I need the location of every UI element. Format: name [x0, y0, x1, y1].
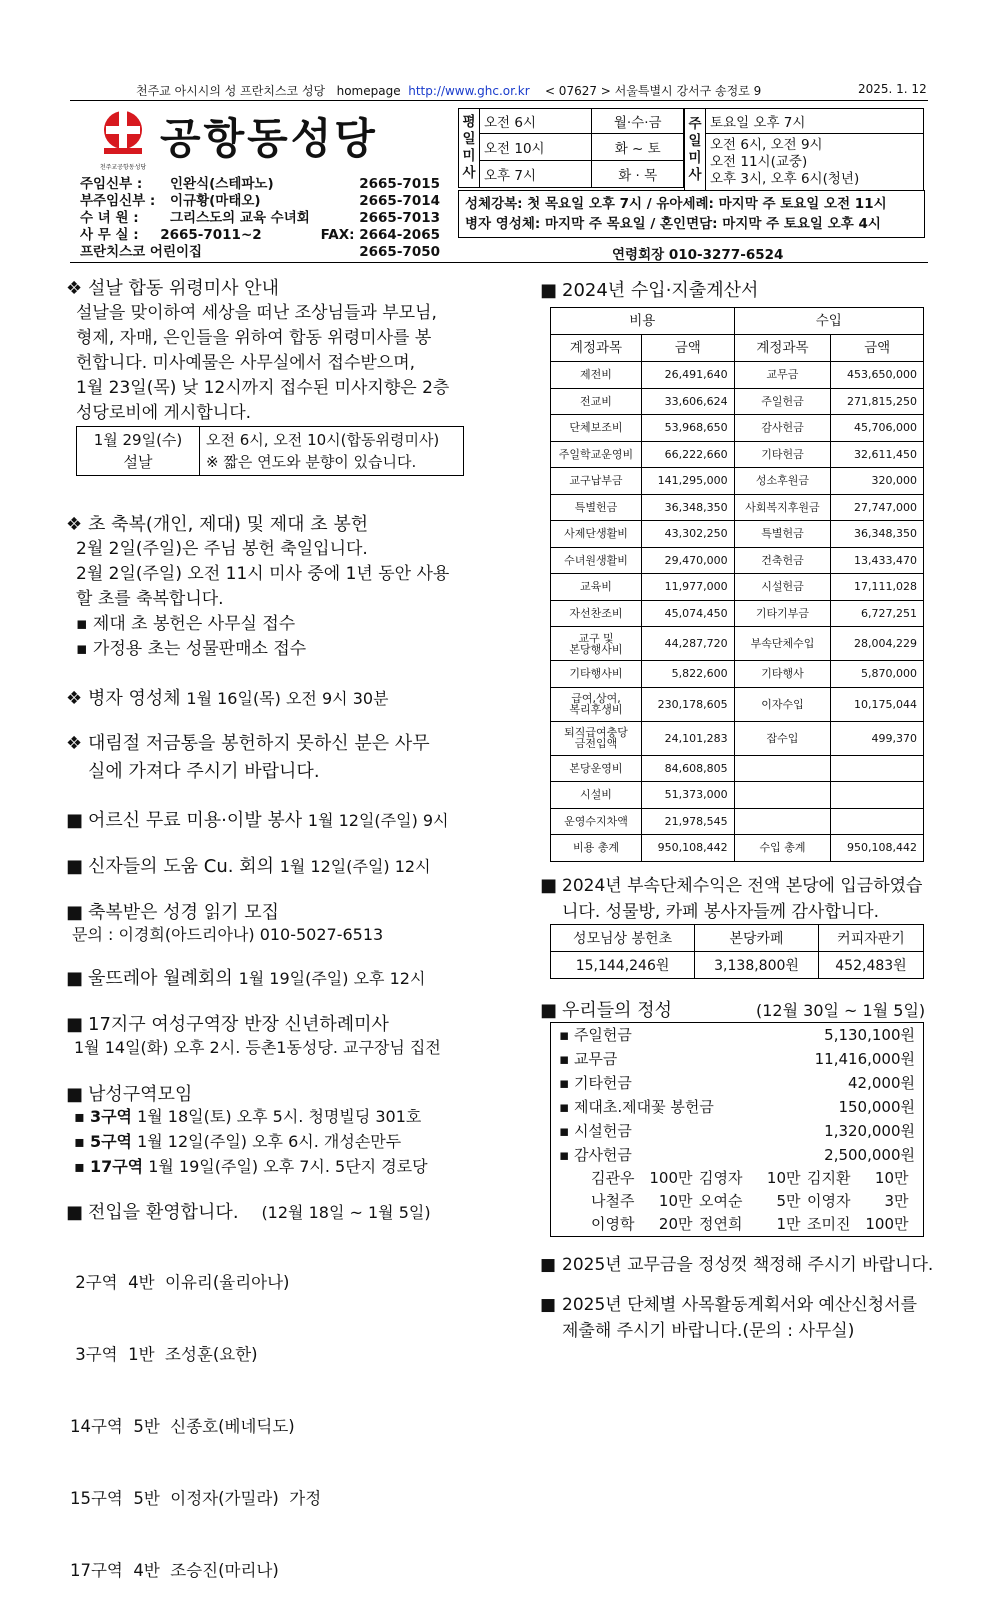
amount-cell: 5,822,600 — [642, 661, 735, 688]
table-row — [551, 521, 924, 548]
table-row — [551, 721, 924, 755]
section-finance: ■ 2024년 수입·지출계산서 — [540, 280, 759, 301]
list-item: ▪ 5구역 1월 12일(주일) 오후 6시. 개성손만두 — [74, 1132, 402, 1151]
amount-cell: 66,222,660 — [642, 441, 735, 468]
parish-full-name: 천주교 아시시의 성 프란치스코 성당 — [136, 84, 326, 98]
list-item: 3구역 1반 조성훈(요한) — [70, 1345, 258, 1364]
account-cell — [734, 808, 831, 835]
donor: 김지환 10만 — [807, 1169, 909, 1187]
memorial-mass-box: 1월 29일(수) 설날 오전 6시, 오전 10시(합동위령미사) ※ 짧은 연도와 분향이 있습니다. — [76, 426, 464, 476]
account-cell: 이자수입 — [734, 687, 831, 721]
account-cell: 시설헌금 — [734, 574, 831, 601]
amount-cell: 44,287,720 — [642, 627, 735, 661]
account-cell: 자선찬조비 — [551, 600, 642, 627]
section-mens-meeting: ■ 남성구역모임 — [66, 1084, 193, 1105]
diamond-bullet-icon: ❖ — [66, 278, 83, 299]
account-cell: 사제단생활비 — [551, 521, 642, 548]
account-cell: 주일학교운영비 — [551, 441, 642, 468]
welcome-list — [70, 1223, 321, 1607]
logo-caption: 천주교공항동성당 — [99, 164, 147, 171]
table-row — [551, 547, 924, 574]
account-cell: 본당운영비 — [551, 755, 642, 782]
note-tithe: ■ 2025년 교무금을 정성껏 책정해 주시기 바랍니다. — [540, 1255, 934, 1275]
account-cell: 시설비 — [551, 782, 642, 809]
amount-cell: 499,370 — [831, 721, 924, 755]
square-bullet-icon: ■ — [66, 1014, 84, 1035]
bible-reading-contact: 문의 : 이경희(아드리아나) 010-5027-6513 — [72, 925, 384, 944]
amount-cell: 950,108,442 — [831, 835, 924, 862]
district17-mass-detail: 1월 14일(화) 오후 2시. 등촌1동성당. 교구장님 집전 — [74, 1038, 441, 1057]
account-cell: 제전비 — [551, 362, 642, 389]
header-rule — [70, 100, 928, 101]
expense-header: 비용 — [551, 308, 735, 335]
header-bottom-rule — [70, 262, 928, 263]
account-cell: 수입 총계 — [734, 835, 831, 862]
amount-cell: 29,470,000 — [642, 547, 735, 574]
offering-row: ▪ 제대초.제대꽃 봉헌금 150,000원 — [559, 1098, 915, 1116]
square-bullet-icon: ■ — [66, 1202, 84, 1223]
list-item: ▪ 3구역 1월 18일(토) 오후 5시. 청명빌딩 301호 — [74, 1107, 422, 1126]
table-row — [551, 362, 924, 389]
section-bible-reading: ■ 축복받은 성경 읽기 모집 — [66, 902, 280, 923]
amount-cell — [831, 755, 924, 782]
account-cell: 잡수입 — [734, 721, 831, 755]
amount-cell: 21,978,545 — [642, 808, 735, 835]
offering-row: ▪ 시설헌금 1,320,000원 — [559, 1122, 915, 1140]
weekday-mass-label: 평 일 미 사 — [459, 109, 480, 188]
homepage-link[interactable]: http://www.ghc.or.kr — [408, 84, 530, 98]
account-cell: 특별헌금 — [734, 521, 831, 548]
account-cell: 교무금 — [734, 362, 831, 389]
section-subsidiary: ■ 2024년 부속단체수익은 전액 본당에 입금하였습 니다. 성물방, 카페 봉사자들께 감사합니다. — [540, 875, 923, 922]
account-cell: 기타행사 — [734, 661, 831, 688]
amount-cell: 51,373,000 — [642, 782, 735, 809]
amount-cell: 13,433,470 — [831, 547, 924, 574]
table-row — [551, 687, 924, 721]
church-logo — [98, 108, 148, 171]
square-bullet-icon: ■ — [66, 1084, 84, 1105]
amount-cell: 453,650,000 — [831, 362, 924, 389]
donor: 정연희 1만 — [699, 1215, 801, 1233]
sacrament-notice-box: 성체강복: 첫 목요일 오후 7시 / 유아세례: 마지막 주 토요일 오전 11시 병자 영성체: 마지막 주 목요일 / 혼인면담: 마지막 주 토요일 오후 4시 — [458, 190, 925, 238]
account-cell: 전교비 — [551, 388, 642, 415]
amount-cell: 26,491,640 — [642, 362, 735, 389]
table-row — [551, 808, 924, 835]
account-cell: 기타행사비 — [551, 661, 642, 688]
account-cell — [734, 755, 831, 782]
donor: 김영자 10만 — [699, 1169, 801, 1187]
amount-cell: 320,000 — [831, 468, 924, 495]
amount-cell: 32,611,450 — [831, 441, 924, 468]
section-advent-box: ❖ 대림절 저금통을 봉헌하지 못하신 분은 사무 실에 가져다 주시기 바랍니다. — [66, 730, 430, 786]
account-cell: 수녀원생활비 — [551, 547, 642, 574]
section-welcome: ■ 전입을 환영합니다. (12월 18일 ~ 1월 5일) — [66, 1202, 431, 1223]
table-row — [551, 782, 924, 809]
section-sick-communion: ❖ 병자 영성체 1월 16일(목) 오전 9시 30분 — [66, 688, 389, 709]
list-item: 14구역 5반 신종호(베네딕도) — [70, 1417, 295, 1436]
offering-row: ▪ 주일헌금 5,130,100원 — [559, 1026, 915, 1044]
square-bullet-icon: ■ — [66, 810, 84, 831]
diamond-bullet-icon: ❖ — [66, 688, 83, 709]
account-cell: 성소후원금 — [734, 468, 831, 495]
account-cell: 기타기부금 — [734, 600, 831, 627]
postal-code: < 07627 > — [544, 84, 611, 98]
amount-cell: 141,295,000 — [642, 468, 735, 495]
amount-cell: 6,727,251 — [831, 600, 924, 627]
church-title: 공항동성당 — [160, 114, 378, 163]
amount-cell: 36,348,350 — [642, 494, 735, 521]
square-bullet-icon: ■ — [540, 875, 558, 896]
list-item: 2구역 4반 이유리(율리아나) — [70, 1273, 290, 1292]
donor: 김관우 100만 — [591, 1169, 693, 1187]
account-cell: 교구 및 본당행사비 — [551, 627, 642, 661]
offering-row: ▪ 기타헌금 42,000원 — [559, 1074, 915, 1092]
amount-cell: 43,302,250 — [642, 521, 735, 548]
list-item: 15구역 5반 이정자(가밀라) 가정 — [70, 1489, 322, 1508]
amount-cell: 950,108,442 — [642, 835, 735, 862]
amount-cell: 45,074,450 — [642, 600, 735, 627]
table-row — [551, 494, 924, 521]
offerings-period: (12월 30일 ~ 1월 5일) — [756, 1001, 926, 1020]
account-cell: 급여,상여, 복리후생비 — [551, 687, 642, 721]
donor-grid — [551, 1167, 923, 1236]
list-item: 17구역 4반 조승진(마리나) — [70, 1561, 279, 1580]
amount-cell — [831, 808, 924, 835]
account-cell: 사회복지후원금 — [734, 494, 831, 521]
section-lunar-new-year: ❖ 설날 합동 위령미사 안내 — [66, 278, 280, 299]
amount-cell — [831, 782, 924, 809]
candle-blessing-text: 2월 2일(주일)은 주님 봉헌 축일입니다. 2월 2일(주일) 오전 11시 미사 중에 1년 동안 사용 할 초를 축복합니다. ▪ 제대 초 봉헌은 사무실 접수 ▪ 가정용 초는 성물판매소 접수 — [76, 539, 450, 659]
table-row — [551, 574, 924, 601]
staff-list — [80, 176, 440, 261]
section-ultreya: ■ 울뜨레아 월례회의 1월 19일(주일) 오후 12시 — [66, 968, 426, 989]
donor: 조미진 100만 — [807, 1215, 909, 1233]
offerings-box — [550, 1022, 924, 1237]
section-cu-meeting: ■ 신자들의 도움 Cu. 회의 1월 12일(주일) 12시 — [66, 856, 431, 877]
table-row — [551, 600, 924, 627]
subsidiary-table: 성모님상 봉헌초 본당카페 커피자판기 15,144,246원 3,138,800원 452,483원 — [550, 924, 924, 979]
table-row — [551, 835, 924, 862]
staff-row: 수 녀 원 : 그리스도의 교육 수녀회 2665-7013 — [80, 210, 440, 226]
account-cell: 퇴직급여충당 금전입액 — [551, 721, 642, 755]
sunday-mass-table: 주 일 미 사 토요일 오후 7시 오전 6시, 오전 9시 오전 11시(교중) 오후 3시, 오후 6시(청년) — [684, 108, 924, 191]
amount-cell: 17,111,028 — [831, 574, 924, 601]
lunar-new-year-text: 설날을 맞이하여 세상을 떠난 조상님들과 부모님, 형제, 자매, 은인들을 위하여 합동 위령미사를 봉 헌합니다. 미사예물은 사무실에서 접수받으며, 1월 23일(목) 낮 12시까지 접수된 미사지향은 2층 성당로비에 게시합니다. — [76, 303, 450, 423]
donor: 이영학 20만 — [591, 1215, 693, 1233]
donor: 오여순 5만 — [699, 1192, 801, 1210]
table-row — [551, 441, 924, 468]
account-cell: 운영수지차액 — [551, 808, 642, 835]
header-line — [136, 82, 761, 99]
weekday-mass-table: 평 일 미 사 오전 6시 월·수·금 오전 10시 화 ~ 토 오후 7시 화 · 목 — [458, 108, 684, 188]
account-cell: 교구납부금 — [551, 468, 642, 495]
staff-row: 주임신부 : 인완식(스테파노) 2665-7015 — [80, 176, 440, 192]
council-contact: 연령회장 010-3277-6524 — [612, 247, 784, 263]
table-row — [551, 388, 924, 415]
square-bullet-icon: ■ — [540, 1000, 558, 1021]
amount-cell: 33,606,624 — [642, 388, 735, 415]
section-candle-blessing: ❖ 초 축복(개인, 제대) 및 제대 초 봉헌 — [66, 514, 369, 535]
account-cell: 비용 총계 — [551, 835, 642, 862]
amount-cell: 45,706,000 — [831, 415, 924, 442]
diamond-bullet-icon: ❖ — [66, 733, 83, 754]
offering-row: ▪ 감사헌금 2,500,000원 — [559, 1146, 915, 1164]
account-cell: 감사헌금 — [734, 415, 831, 442]
account-cell: 단체보조비 — [551, 415, 642, 442]
account-cell: 주일헌금 — [734, 388, 831, 415]
list-item: ▪ 17구역 1월 19일(주일) 오후 7시. 5단지 경로당 — [74, 1157, 428, 1176]
staff-row: 프란치스코 어린이집 2665-7050 — [80, 244, 440, 260]
square-bullet-icon: ■ — [540, 280, 558, 301]
section-haircut-service: ■ 어르신 무료 미용·이발 봉사 1월 12일(주일) 9시 — [66, 810, 449, 831]
donor: 나철주 10만 — [591, 1192, 693, 1210]
income-header: 수입 — [734, 308, 923, 335]
account-cell: 기타헌금 — [734, 441, 831, 468]
donor: 이영자 3만 — [807, 1192, 909, 1210]
square-bullet-icon: ■ — [66, 968, 84, 989]
mens-meeting-list — [74, 1104, 428, 1179]
offering-row: ▪ 교무금 11,416,000원 — [559, 1050, 915, 1068]
account-cell: 부속단체수입 — [734, 627, 831, 661]
church-logo-icon — [98, 108, 148, 162]
finance-table: 비용 수입 계정과목 금액 계정과목 금액 제전비 26,491,640 교무금 453,650,000 전교비 33,606,624 주일헌금 271,815,250 단체보조비 53,968,650 감사헌금 45,706,000 주일학교운영비 66,222,660 기타헌금 32,611,450 교구납부금 141,295,000 성소후원금 320,000 특별헌금 36,348,350 사회복지후원금 27,747,000 사제단생활비 43,302,250 특별헌금 36,348,350 수녀원생활비 29,470,000 건축헌금 13,433,470 교육비 11,977,000 시설헌금 17,111,028 자선찬조비 45,074,450 기타기부금 6,727,251 교구 및 본당행사비 44,287,720 부속단체수입 28,004,229 기타행사비 5,822,600 기타행사 5,870,000 급여,상여, 복리후생비 230,178,605 이자수입 10,175,044 퇴직급여충당 금전입액 24,101,283 잡수입 499,370 본당운영비 84,608,805 시설비 51,373,000 운영수지차액 21,978,545 비용 총계 950,108,442 수입 총계 950,108,442 — [550, 307, 924, 862]
amount-cell: 24,101,283 — [642, 721, 735, 755]
homepage-label: homepage — [336, 84, 401, 98]
table-row — [551, 661, 924, 688]
account-cell — [734, 782, 831, 809]
table-row — [551, 755, 924, 782]
amount-cell: 36,348,350 — [831, 521, 924, 548]
amount-cell: 10,175,044 — [831, 687, 924, 721]
note-activity-plan: ■ 2025년 단체별 사목활동계획서와 예산신청서를 제출해 주시기 바랍니다.(문의 : 사무실) — [540, 1292, 917, 1344]
table-row — [551, 415, 924, 442]
table-row — [551, 627, 924, 661]
account-cell: 건축헌금 — [734, 547, 831, 574]
staff-row: 사 무 실 : 2665-7011~2 FAX: 2664-2065 — [80, 227, 440, 243]
square-bullet-icon: ■ — [540, 1255, 557, 1275]
amount-cell: 271,815,250 — [831, 388, 924, 415]
amount-cell: 27,747,000 — [831, 494, 924, 521]
account-cell: 교육비 — [551, 574, 642, 601]
account-cell: 특별헌금 — [551, 494, 642, 521]
sunday-mass-label: 주 일 미 사 — [685, 109, 706, 191]
amount-cell: 5,870,000 — [831, 661, 924, 688]
amount-cell: 53,968,650 — [642, 415, 735, 442]
amount-cell: 28,004,229 — [831, 627, 924, 661]
diamond-bullet-icon: ❖ — [66, 514, 83, 535]
section-offerings: ■ 우리들의 정성 — [540, 1000, 673, 1021]
square-bullet-icon: ■ — [66, 856, 84, 877]
square-bullet-icon: ■ — [66, 902, 84, 923]
address: 서울특별시 강서구 송정로 9 — [614, 84, 762, 98]
section-district17-mass: ■ 17지구 여성구역장 반장 신년하례미사 — [66, 1014, 389, 1035]
table-row — [551, 468, 924, 495]
amount-cell: 11,977,000 — [642, 574, 735, 601]
staff-row: 부주임신부 : 이규황(마태오) 2665-7014 — [80, 193, 440, 209]
amount-cell: 84,608,805 — [642, 755, 735, 782]
amount-cell: 230,178,605 — [642, 687, 735, 721]
square-bullet-icon: ■ — [540, 1295, 557, 1315]
issue-date: 2025. 1. 12 — [858, 82, 927, 96]
